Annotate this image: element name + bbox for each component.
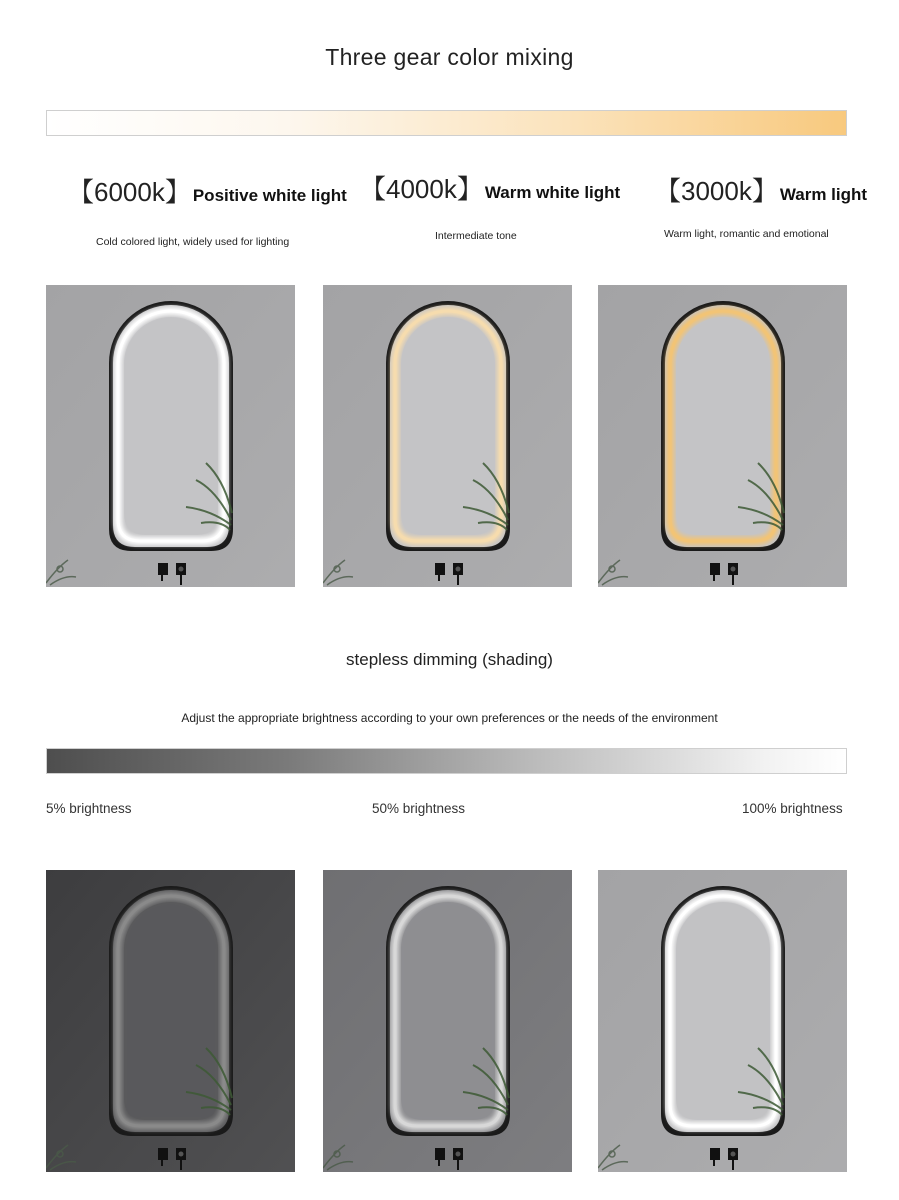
tone-4000k-heading <box>360 169 620 206</box>
mirror-photo-50-percent <box>323 870 572 1172</box>
tone-description: Cold colored light, widely used for lighting <box>96 236 290 248</box>
mirror-inner-glass <box>124 902 218 1120</box>
tone-kelvin: 【4000k】 <box>360 174 483 204</box>
brightness-gradient-bar <box>46 748 847 774</box>
faucet-control-left <box>710 1148 720 1160</box>
brightness-label-low: 5% brightness <box>46 801 132 816</box>
mirror-photo-3000k <box>598 285 847 587</box>
faucet-control-left <box>158 1148 168 1160</box>
mirror-photo-100-percent <box>598 870 847 1172</box>
dimming-subtitle: Adjust the appropriate brightness according to your own preferences or the needs of the environment <box>181 711 718 725</box>
color-temperature-gradient-bar <box>46 110 847 136</box>
page-title: Three gear color mixing <box>325 44 574 70</box>
mirror-inner-glass <box>401 317 495 535</box>
tone-name: Warm light <box>779 185 868 204</box>
dimming-title: stepless dimming (shading) <box>346 650 553 669</box>
mirror-inner-glass <box>401 902 495 1120</box>
mirror-photo-6000k <box>46 285 295 587</box>
mirror-photo-5-percent <box>46 870 295 1172</box>
mirror-inner-glass <box>676 902 770 1120</box>
brightness-label-high: 100% brightness <box>742 801 843 816</box>
tone-kelvin: 【3000k】 <box>655 176 778 206</box>
mirror-inner-glass <box>124 317 218 535</box>
tone-name: Warm white light <box>484 183 621 202</box>
tone-description: Intermediate tone <box>435 230 517 242</box>
faucet-control-left <box>435 563 445 575</box>
tone-3000k-heading <box>655 171 867 208</box>
brightness-label-mid: 50% brightness <box>372 801 466 816</box>
faucet-control-left <box>435 1148 445 1160</box>
faucet-control-left <box>710 563 720 575</box>
tone-description: Warm light, romantic and emotional <box>664 228 829 240</box>
tone-name: Positive white light <box>192 186 347 205</box>
faucet-control-left <box>158 563 168 575</box>
tone-6000k-heading <box>68 172 347 209</box>
tone-kelvin: 【6000k】 <box>68 177 191 207</box>
mirror-inner-glass <box>676 317 770 535</box>
mirror-photo-4000k <box>323 285 572 587</box>
